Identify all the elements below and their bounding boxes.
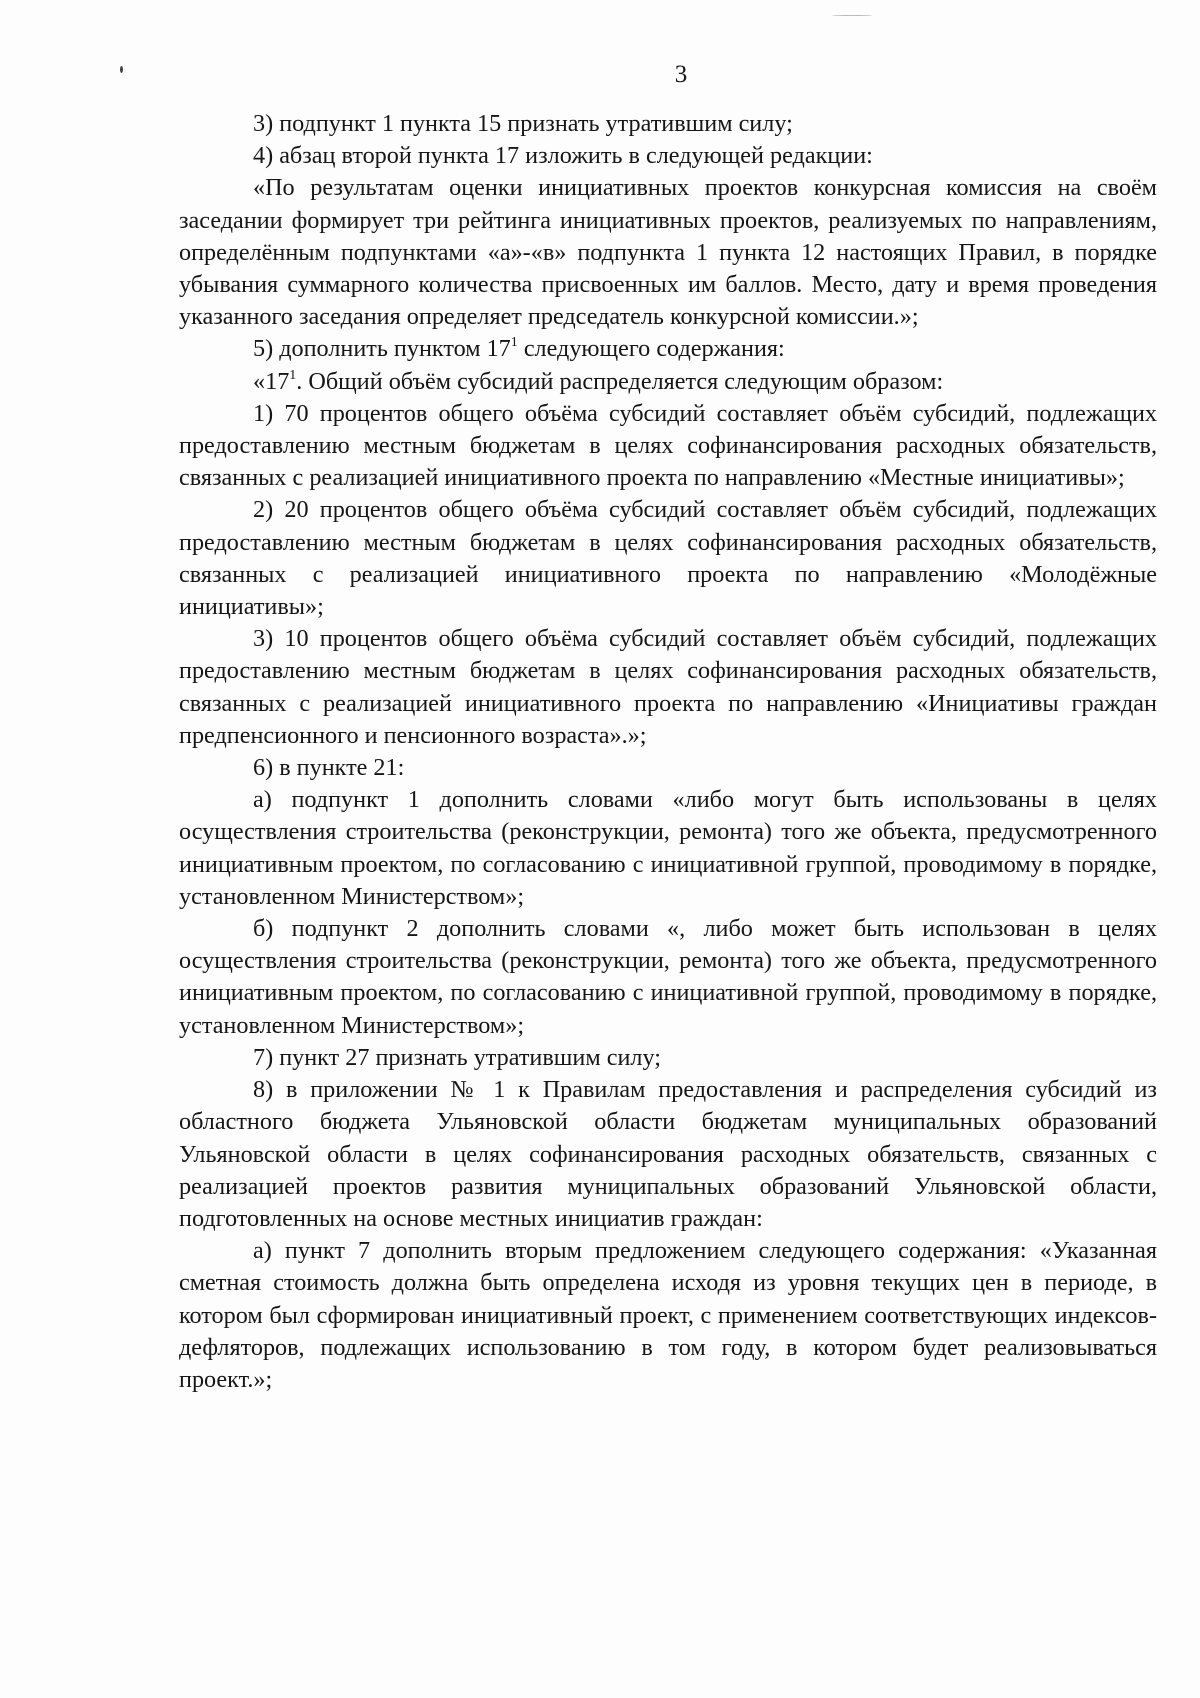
- paragraph-text: 1) 70 процентов общего объёма субсидий составляет объём субсидий, подлежащих предоставлению местным бюджетам в целях софинансирования расходных обязательств, связанных с реализацией инициативного проекта по направлению «Местные инициативы»;: [179, 399, 1157, 492]
- paragraph-text: 4) абзац второй пункта 17 изложить в следующей редакции:: [253, 142, 873, 170]
- paragraph-text: а) пункт 7 дополнить вторым предложением следующего содержания: «Указанная сметная стоимость должна быть определена исходя из уровня текущих цен в периоде, в котором был сформирован инициативный проект, с применением соответствующих индексов-дефляторов, подлежащих использованию в том году, в котором будет реализовываться проект.»;: [179, 1237, 1157, 1393]
- paragraph-item-3: [179, 108, 1157, 140]
- paragraph-subitem-2: [179, 494, 1157, 623]
- paragraph-item-4: [179, 140, 1157, 172]
- document-body: [179, 108, 1157, 1396]
- paragraph-text-continued: следующего содержания:: [517, 335, 785, 363]
- paragraph-item-5: [179, 333, 1157, 365]
- paragraph-subitem-3: [179, 623, 1157, 752]
- paragraph-text: 5) дополнить пунктом 17: [253, 335, 511, 363]
- paragraph-text: 6) в пункте 21:: [253, 754, 405, 782]
- paragraph-text: 3) подпункт 1 пункта 15 признать утратившим силу;: [253, 110, 793, 137]
- paragraph-subitem-a: [179, 784, 1157, 913]
- paragraph-text: 3) 10 процентов общего объёма субсидий составляет объём субсидий, подлежащих предоставлению местным бюджетам в целях софинансирования расходных обязательств, связанных с реализацией инициативного проекта по направлению «Инициативы граждан предпенсионного и пенсионного возраста».»;: [179, 625, 1157, 749]
- superscript: 1: [510, 335, 518, 351]
- paragraph-text-continued: . Общий объём субсидий распределяется следующим образом:: [296, 367, 944, 395]
- paragraph-text: «17: [253, 367, 290, 395]
- paragraph-text: 2) 20 процентов общего объёма субсидий составляет объём субсидий, подлежащих предоставлению местным бюджетам в целях софинансирования расходных обязательств, связанных с реализацией инициативного проекта по направлению «Молодёжные инициативы»;: [179, 496, 1157, 621]
- paragraph-text: «По результатам оценки инициативных проектов конкурсная комиссия на своём заседании формирует три рейтинга инициативных проектов, реализуемых по направлениям, определённым подпунктами «а»-«в» подпункта 1 пункта 12 настоящих Правил, в порядке убывания суммарного количества присвоенных им баллов. Место, дату и время проведения указанного заседания определяет председатель конкурсной комиссии.»;: [179, 174, 1157, 331]
- page-number: 3: [674, 61, 688, 88]
- paragraph-subitem-1: [179, 398, 1157, 495]
- paragraph-item-6: [179, 752, 1157, 784]
- paragraph-subitem-a-appendix: [179, 1235, 1157, 1396]
- paragraph-subitem-b: [179, 913, 1157, 1042]
- paragraph-text: 7) пункт 27 признать утратившим силу;: [253, 1043, 661, 1071]
- paragraph-item-8: [179, 1074, 1157, 1235]
- superscript: 1: [289, 367, 297, 383]
- paragraph-item-7: [179, 1042, 1157, 1074]
- scan-speck: [832, 15, 872, 16]
- paragraph-quote-17-1: [179, 366, 1157, 398]
- paragraph-text: а) подпункт 1 дополнить словами «либо могут быть использованы в целях осуществления строительства (реконструкции, ремонта) того же объекта, предусмотренного инициативным проектом, по согласованию с инициативной группой, проводимому в порядке, установленном Министерством»;: [179, 786, 1157, 910]
- paragraph-quote-17: [179, 172, 1157, 333]
- paragraph-text: 8) в приложении № 1 к Правилам предоставления и распределения субсидий из областного бюджета Ульяновской области бюджетам муниципальных образований Ульяновской области в целях софинансирования расходных обязательств, связанных с реализацией проектов развития муниципальных образований Ульяновской области, подготовленных на основе местных инициатив граждан:: [179, 1076, 1157, 1232]
- paragraph-text: б) подпункт 2 дополнить словами «, либо может быть использован в целях осуществления строительства (реконструкции, ремонта) того же объекта, предусмотренного инициативным проектом, по согласованию с инициативной группой, проводимому в порядке, установленном Министерством»;: [179, 915, 1157, 1039]
